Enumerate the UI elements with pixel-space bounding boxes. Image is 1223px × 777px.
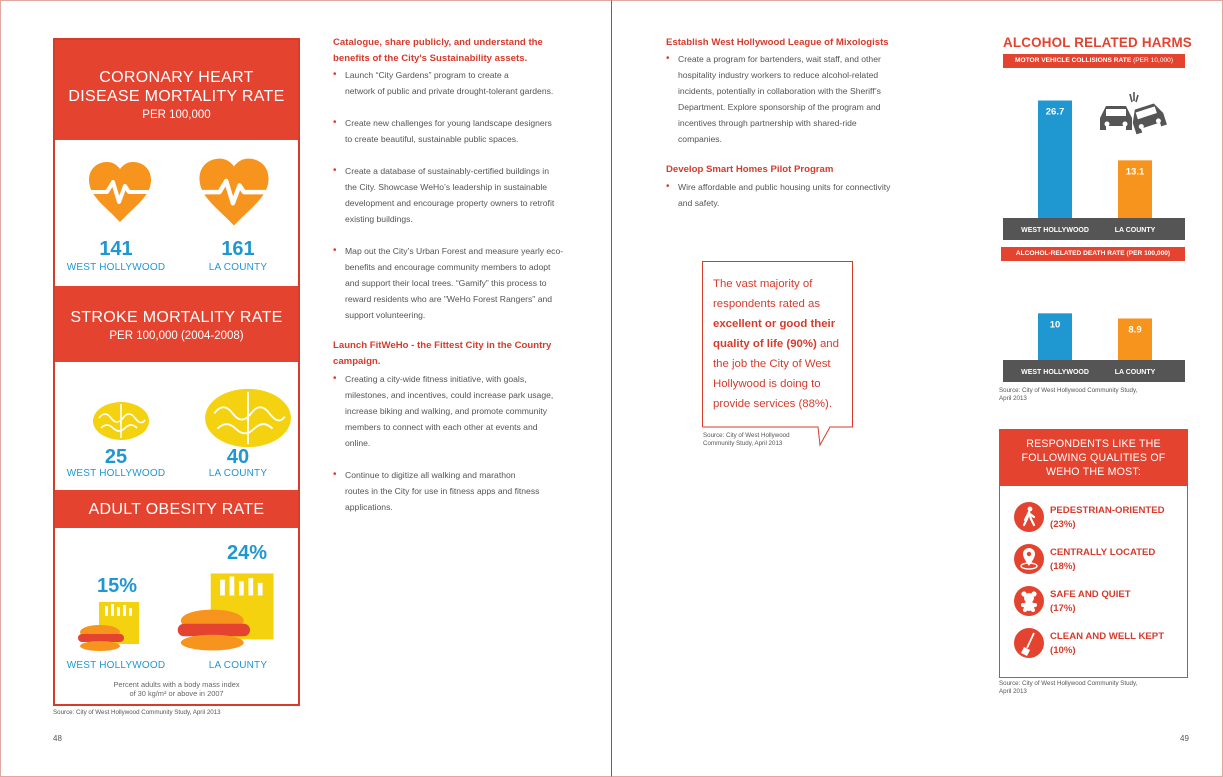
bullet-item bbox=[333, 163, 590, 227]
bullet-line: the City. Showcase WeHo’s leadership in sustainable bbox=[345, 182, 548, 192]
collisions-header bbox=[1003, 54, 1185, 68]
bullet-item bbox=[666, 179, 923, 211]
heart-header bbox=[55, 40, 298, 140]
heart-subtitle: PER 100,000 bbox=[142, 109, 211, 121]
qualities-heading-3: WEHO THE MOST: bbox=[1045, 466, 1141, 478]
bullet-line: members to connect with each other at events and bbox=[345, 422, 538, 432]
bullet-line: Wire affordable and public housing units for connectivity bbox=[678, 182, 891, 192]
qualities-source bbox=[999, 680, 1137, 695]
category-label: WEST HOLLYWOOD bbox=[1021, 227, 1089, 234]
bullet-line: network of public and private drought-tolerant gardens. bbox=[345, 86, 554, 96]
bullet-line: Launch “City Gardens” program to create a bbox=[345, 70, 509, 80]
left-source: Source: City of West Hollywood Community Study, April 2013 bbox=[53, 709, 221, 716]
bullet-line: Create new challenges for young landscape designers bbox=[345, 118, 552, 128]
bullet-line: Department. Explore sponsorship of the program and bbox=[678, 102, 881, 112]
brain-icon-small bbox=[91, 400, 151, 442]
quality-label bbox=[1050, 630, 1190, 658]
stroke-wh-label: WEST HOLLYWOOD bbox=[66, 468, 166, 479]
bullet-line: hospitality industry workers to reduce alcohol-related bbox=[678, 70, 879, 80]
category-label: LA COUNTY bbox=[1114, 369, 1156, 376]
callout-border bbox=[702, 261, 856, 447]
obesity-header bbox=[55, 490, 298, 528]
obesity-la-label: LA COUNTY bbox=[208, 660, 268, 671]
alcohol-source-2: April 2013 bbox=[999, 394, 1027, 402]
callout-line: excellent or good their bbox=[713, 318, 836, 330]
callout-line: respondents rated as bbox=[713, 298, 821, 310]
bar-value-label: 8.9 bbox=[1128, 324, 1142, 336]
qualities-heading-2: FOLLOWING QUALITIES OF bbox=[1021, 452, 1166, 464]
bullet-dot: • bbox=[333, 165, 337, 176]
quality-pct: (23%) bbox=[1050, 519, 1076, 530]
stroke-subtitle: PER 100,000 (2004-2008) bbox=[109, 330, 244, 342]
callout-line: Hollywood is doing to bbox=[713, 378, 821, 390]
qualities-source-1: Source: City of West Hollywood Community Study, bbox=[999, 680, 1138, 687]
callout-source-1: Source: City of West Hollywood bbox=[703, 432, 790, 439]
quality-name: CLEAN AND WELL KEPT bbox=[1050, 631, 1165, 642]
fast-food-icon-small bbox=[75, 596, 145, 652]
obesity-footnote-2: of 30 kg/m² or above in 2007 bbox=[129, 689, 224, 698]
bullet-item bbox=[333, 467, 590, 515]
sustainability-heading-2: benefits of the City's Sustainability assets. bbox=[333, 53, 528, 64]
bullet-line: companies. bbox=[678, 134, 722, 144]
bullet-line: benefits and encourage community members to adopt bbox=[345, 262, 551, 272]
broom-icon bbox=[1014, 628, 1044, 658]
alcohol-title: ALCOHOL RELATED HARMS bbox=[1003, 35, 1192, 50]
alcohol-source bbox=[999, 387, 1137, 402]
obesity-wh-label: WEST HOLLYWOOD bbox=[66, 660, 166, 671]
category-label: LA COUNTY bbox=[1114, 227, 1156, 234]
bar bbox=[1038, 101, 1072, 218]
bullet-dot: • bbox=[666, 181, 670, 192]
right-page-number: 49 bbox=[1180, 734, 1189, 743]
quality-pct: (17%) bbox=[1050, 603, 1076, 614]
bullet-line: online. bbox=[345, 438, 371, 448]
bullet-dot: • bbox=[333, 245, 337, 256]
obesity-footnote bbox=[55, 680, 298, 698]
heart-la-value: 161 bbox=[221, 238, 255, 260]
fast-food-icon-large bbox=[173, 562, 283, 654]
bullet-item bbox=[333, 67, 590, 99]
callout-source bbox=[703, 432, 790, 447]
bullet-dot: • bbox=[333, 69, 337, 80]
heart-wh-label: WEST HOLLYWOOD bbox=[66, 262, 166, 273]
fitweho-heading-1: Launch FitWeHo - the Fittest City in the Country bbox=[333, 340, 552, 351]
stroke-la-value: 40 bbox=[226, 446, 250, 468]
obesity-footnote-1: Percent adults with a body mass index bbox=[113, 680, 240, 689]
qualities-source-2: April 2013 bbox=[999, 687, 1027, 695]
obesity-la-value: 24% bbox=[227, 542, 268, 564]
bullet-line: routes in the City for use in fitness apps and fitness bbox=[345, 486, 540, 496]
quality-label bbox=[1050, 504, 1190, 532]
bullet-line: incentives through partnership with shared-ride bbox=[678, 118, 857, 128]
stroke-la-label: LA COUNTY bbox=[208, 468, 268, 479]
bar-value-label: 10 bbox=[1049, 319, 1061, 331]
bullet-line: Map out the City’s Urban Forest and measure yearly eco- bbox=[345, 246, 564, 256]
mixologists-heading: Establish West Hollywood League of Mixologists bbox=[666, 37, 889, 48]
alcohol-source-1: Source: City of West Hollywood Community Study, bbox=[999, 387, 1138, 394]
callout-bold: quality of life (90%) bbox=[713, 338, 817, 350]
heart-icon-large bbox=[195, 152, 273, 230]
callout-rest: and bbox=[816, 338, 839, 350]
bullet-line: Create a program for bartenders, wait staff, and other bbox=[678, 54, 881, 64]
location-pin-icon bbox=[1014, 544, 1044, 574]
callout-line: the job the City of West bbox=[713, 358, 831, 370]
bullet-item bbox=[333, 115, 590, 147]
stroke-title: STROKE MORTALITY RATE bbox=[70, 309, 283, 326]
bullet-line: to create beautiful, sustainable public spaces. bbox=[345, 134, 519, 144]
bullet-line: increase biking and walking, and promote community bbox=[345, 406, 548, 416]
quality-name: PEDESTRIAN-ORIENTED bbox=[1050, 505, 1165, 516]
bullet-dot: • bbox=[666, 53, 670, 64]
fitweho-heading-2: campaign. bbox=[333, 356, 381, 367]
bullet-line: Creating a city-wide fitness initiative, with goals, bbox=[345, 374, 527, 384]
stroke-header bbox=[55, 286, 298, 362]
heart-icon-small bbox=[85, 156, 155, 226]
sustainability-heading bbox=[333, 35, 543, 67]
car-crash-icon bbox=[1096, 92, 1168, 136]
bullet-item bbox=[333, 371, 590, 451]
teddy-bear-icon bbox=[1014, 586, 1044, 616]
fitweho-heading bbox=[333, 338, 551, 370]
quality-name: CENTRALLY LOCATED bbox=[1050, 547, 1156, 558]
death-rate-chart bbox=[1003, 262, 1185, 382]
quality-label bbox=[1050, 588, 1190, 616]
heart-title-1: CORONARY HEART bbox=[99, 69, 254, 86]
heart-wh-value: 141 bbox=[99, 238, 133, 260]
quality-pct: (10%) bbox=[1050, 645, 1076, 656]
bullet-line: development and encourage property owners to retrofit bbox=[345, 198, 555, 208]
bullet-line: Create a database of sustainably-certified buildings in bbox=[345, 166, 549, 176]
callout-line: provide services (88%). bbox=[713, 398, 833, 410]
obesity-wh-value: 15% bbox=[97, 575, 138, 597]
health-infographic bbox=[53, 38, 300, 706]
bullet-line: support volunteering. bbox=[345, 310, 426, 320]
quality-pct: (18%) bbox=[1050, 561, 1076, 572]
bullet-line: existing buildings. bbox=[345, 214, 413, 224]
collisions-label: MOTOR VEHICLE COLLISIONS RATE bbox=[1014, 57, 1132, 64]
quality-name: SAFE AND QUIET bbox=[1050, 589, 1131, 600]
pedestrian-icon bbox=[1014, 502, 1044, 532]
bullet-item bbox=[333, 243, 590, 323]
bullet-line: Continue to digitize all walking and marathon bbox=[345, 470, 516, 480]
callout-line: The vast majority of bbox=[713, 278, 813, 290]
obesity-title: ADULT OBESITY RATE bbox=[88, 501, 265, 518]
bullet-dot: • bbox=[333, 469, 337, 480]
smarthomes-heading: Develop Smart Homes Pilot Program bbox=[666, 164, 834, 175]
callout-source-2: Community Study, April 2013 bbox=[703, 439, 783, 447]
sustainability-heading-1: Catalogue, share publicly, and understand the bbox=[333, 37, 543, 48]
collisions-unit: (PER 10,000) bbox=[1133, 57, 1174, 64]
bullet-line: and support their local trees. “Gamify” this process to bbox=[345, 278, 547, 288]
heart-la-label: LA COUNTY bbox=[208, 262, 268, 273]
heart-title-2: DISEASE MORTALITY RATE bbox=[68, 88, 285, 105]
bar-value-label: 26.7 bbox=[1045, 106, 1065, 118]
brain-icon-large bbox=[202, 385, 294, 451]
bullet-line: milestones, and incentives, could increase park usage, bbox=[345, 390, 554, 400]
bullet-line: and safety. bbox=[678, 198, 720, 208]
qualities-box bbox=[999, 429, 1188, 678]
qualities-heading bbox=[1000, 430, 1187, 486]
bullet-line: applications. bbox=[345, 502, 393, 512]
category-label: WEST HOLLYWOOD bbox=[1021, 369, 1089, 376]
bullet-item bbox=[666, 51, 923, 147]
bullet-line: incidents, potentially in collaboration with the Sheriff’s bbox=[678, 86, 881, 96]
left-page-number: 48 bbox=[53, 734, 62, 743]
quality-label bbox=[1050, 546, 1190, 574]
bar-value-label: 13.1 bbox=[1125, 166, 1145, 178]
bullet-line: reward residents who are "WeHo Forest Rangers" and bbox=[345, 294, 553, 304]
death-rate-header: ALCOHOL-RELATED DEATH RATE (PER 100,000) bbox=[1001, 247, 1185, 261]
qualities-heading-1: RESPONDENTS LIKE THE bbox=[1026, 438, 1161, 450]
stroke-wh-value: 25 bbox=[104, 446, 128, 468]
bullet-dot: • bbox=[333, 117, 337, 128]
bullet-dot: • bbox=[333, 373, 337, 384]
